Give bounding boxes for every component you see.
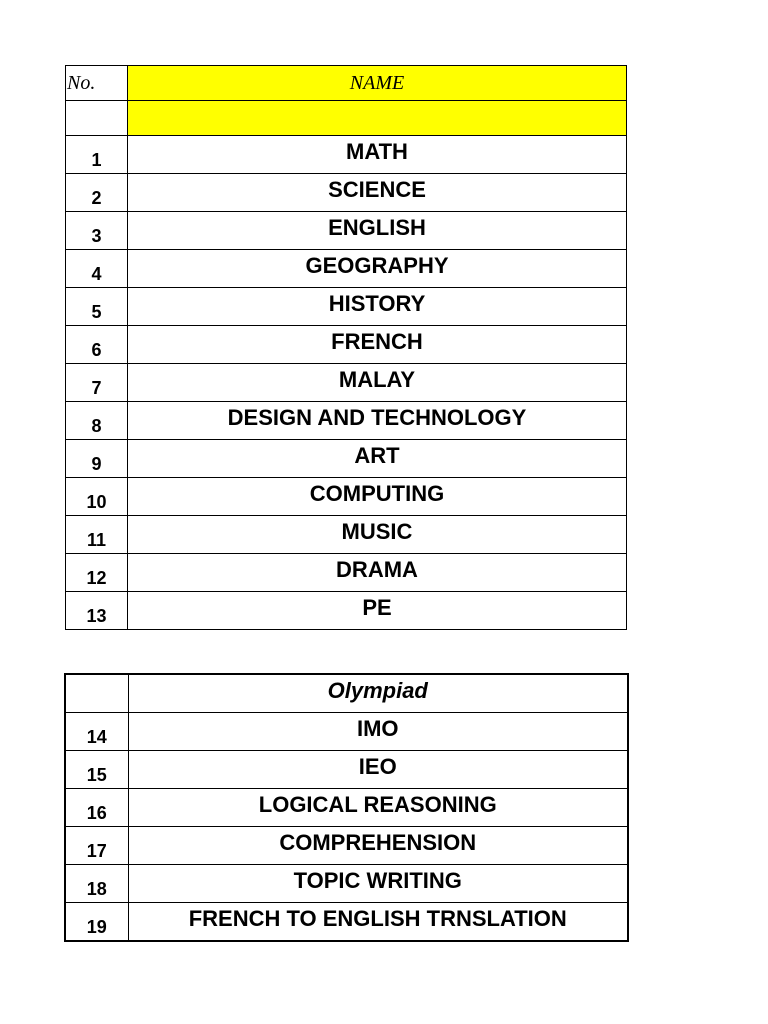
subject-name-cell: ART <box>128 440 627 478</box>
row-number-cell: 17 <box>65 827 128 865</box>
subject-name-cell: SCIENCE <box>128 174 627 212</box>
subject-name-cell: HISTORY <box>128 288 627 326</box>
table-row <box>66 364 627 402</box>
header-row <box>66 66 627 101</box>
blank-yellow-cell <box>128 101 627 136</box>
subject-name-cell: IMO <box>128 713 628 751</box>
row-number-cell: 4 <box>66 250 128 288</box>
table-row <box>65 903 628 942</box>
subject-name-cell: FRENCH <box>128 326 627 364</box>
subject-name-cell: COMPUTING <box>128 478 627 516</box>
row-number-cell: 18 <box>65 865 128 903</box>
olympiad-table <box>64 673 629 942</box>
subject-name-cell: LOGICAL REASONING <box>128 789 628 827</box>
row-number-cell: 11 <box>66 516 128 554</box>
subject-name-cell: MUSIC <box>128 516 627 554</box>
table-row <box>65 827 628 865</box>
row-number-cell: 13 <box>66 592 128 630</box>
olympiad-title-cell: Olympiad <box>128 674 628 713</box>
row-number-cell: 7 <box>66 364 128 402</box>
name-header-cell: NAME <box>128 66 627 101</box>
row-number-cell: 14 <box>65 713 128 751</box>
subject-name-cell: GEOGRAPHY <box>128 250 627 288</box>
row-number-cell: 19 <box>65 903 128 942</box>
row-number-cell: 6 <box>66 326 128 364</box>
table-row <box>66 516 627 554</box>
row-number-cell: 8 <box>66 402 128 440</box>
row-number-cell: 3 <box>66 212 128 250</box>
table-row <box>66 250 627 288</box>
no-header-cell: No. <box>66 66 128 101</box>
table-row <box>66 402 627 440</box>
table-row <box>66 174 627 212</box>
row-number-cell: 12 <box>66 554 128 592</box>
row-number-cell: 1 <box>66 136 128 174</box>
subject-name-cell: MALAY <box>128 364 627 402</box>
table-row <box>66 478 627 516</box>
table-row <box>66 136 627 174</box>
table-row <box>65 789 628 827</box>
subject-name-cell: PE <box>128 592 627 630</box>
table-row <box>66 592 627 630</box>
header-blank-row <box>66 101 627 136</box>
subject-name-cell: FRENCH TO ENGLISH TRNSLATION <box>128 903 628 942</box>
subject-name-cell: ENGLISH <box>128 212 627 250</box>
subject-name-cell: DRAMA <box>128 554 627 592</box>
subjects-table <box>65 65 627 630</box>
table-row <box>65 751 628 789</box>
subject-name-cell: DESIGN AND TECHNOLOGY <box>128 402 627 440</box>
row-number-cell: 5 <box>66 288 128 326</box>
subject-name-cell: IEO <box>128 751 628 789</box>
table-row <box>66 326 627 364</box>
table-row <box>66 440 627 478</box>
table-row <box>65 713 628 751</box>
blank-no-cell <box>66 101 128 136</box>
row-number-cell: 9 <box>66 440 128 478</box>
subject-name-cell: TOPIC WRITING <box>128 865 628 903</box>
table-row <box>65 865 628 903</box>
blank-no-cell <box>65 674 128 713</box>
subject-name-cell: COMPREHENSION <box>128 827 628 865</box>
row-number-cell: 16 <box>65 789 128 827</box>
subject-name-cell: MATH <box>128 136 627 174</box>
row-number-cell: 2 <box>66 174 128 212</box>
olympiad-header-row <box>65 674 628 713</box>
row-number-cell: 15 <box>65 751 128 789</box>
table-row <box>66 554 627 592</box>
table-row <box>66 288 627 326</box>
table-row <box>66 212 627 250</box>
row-number-cell: 10 <box>66 478 128 516</box>
